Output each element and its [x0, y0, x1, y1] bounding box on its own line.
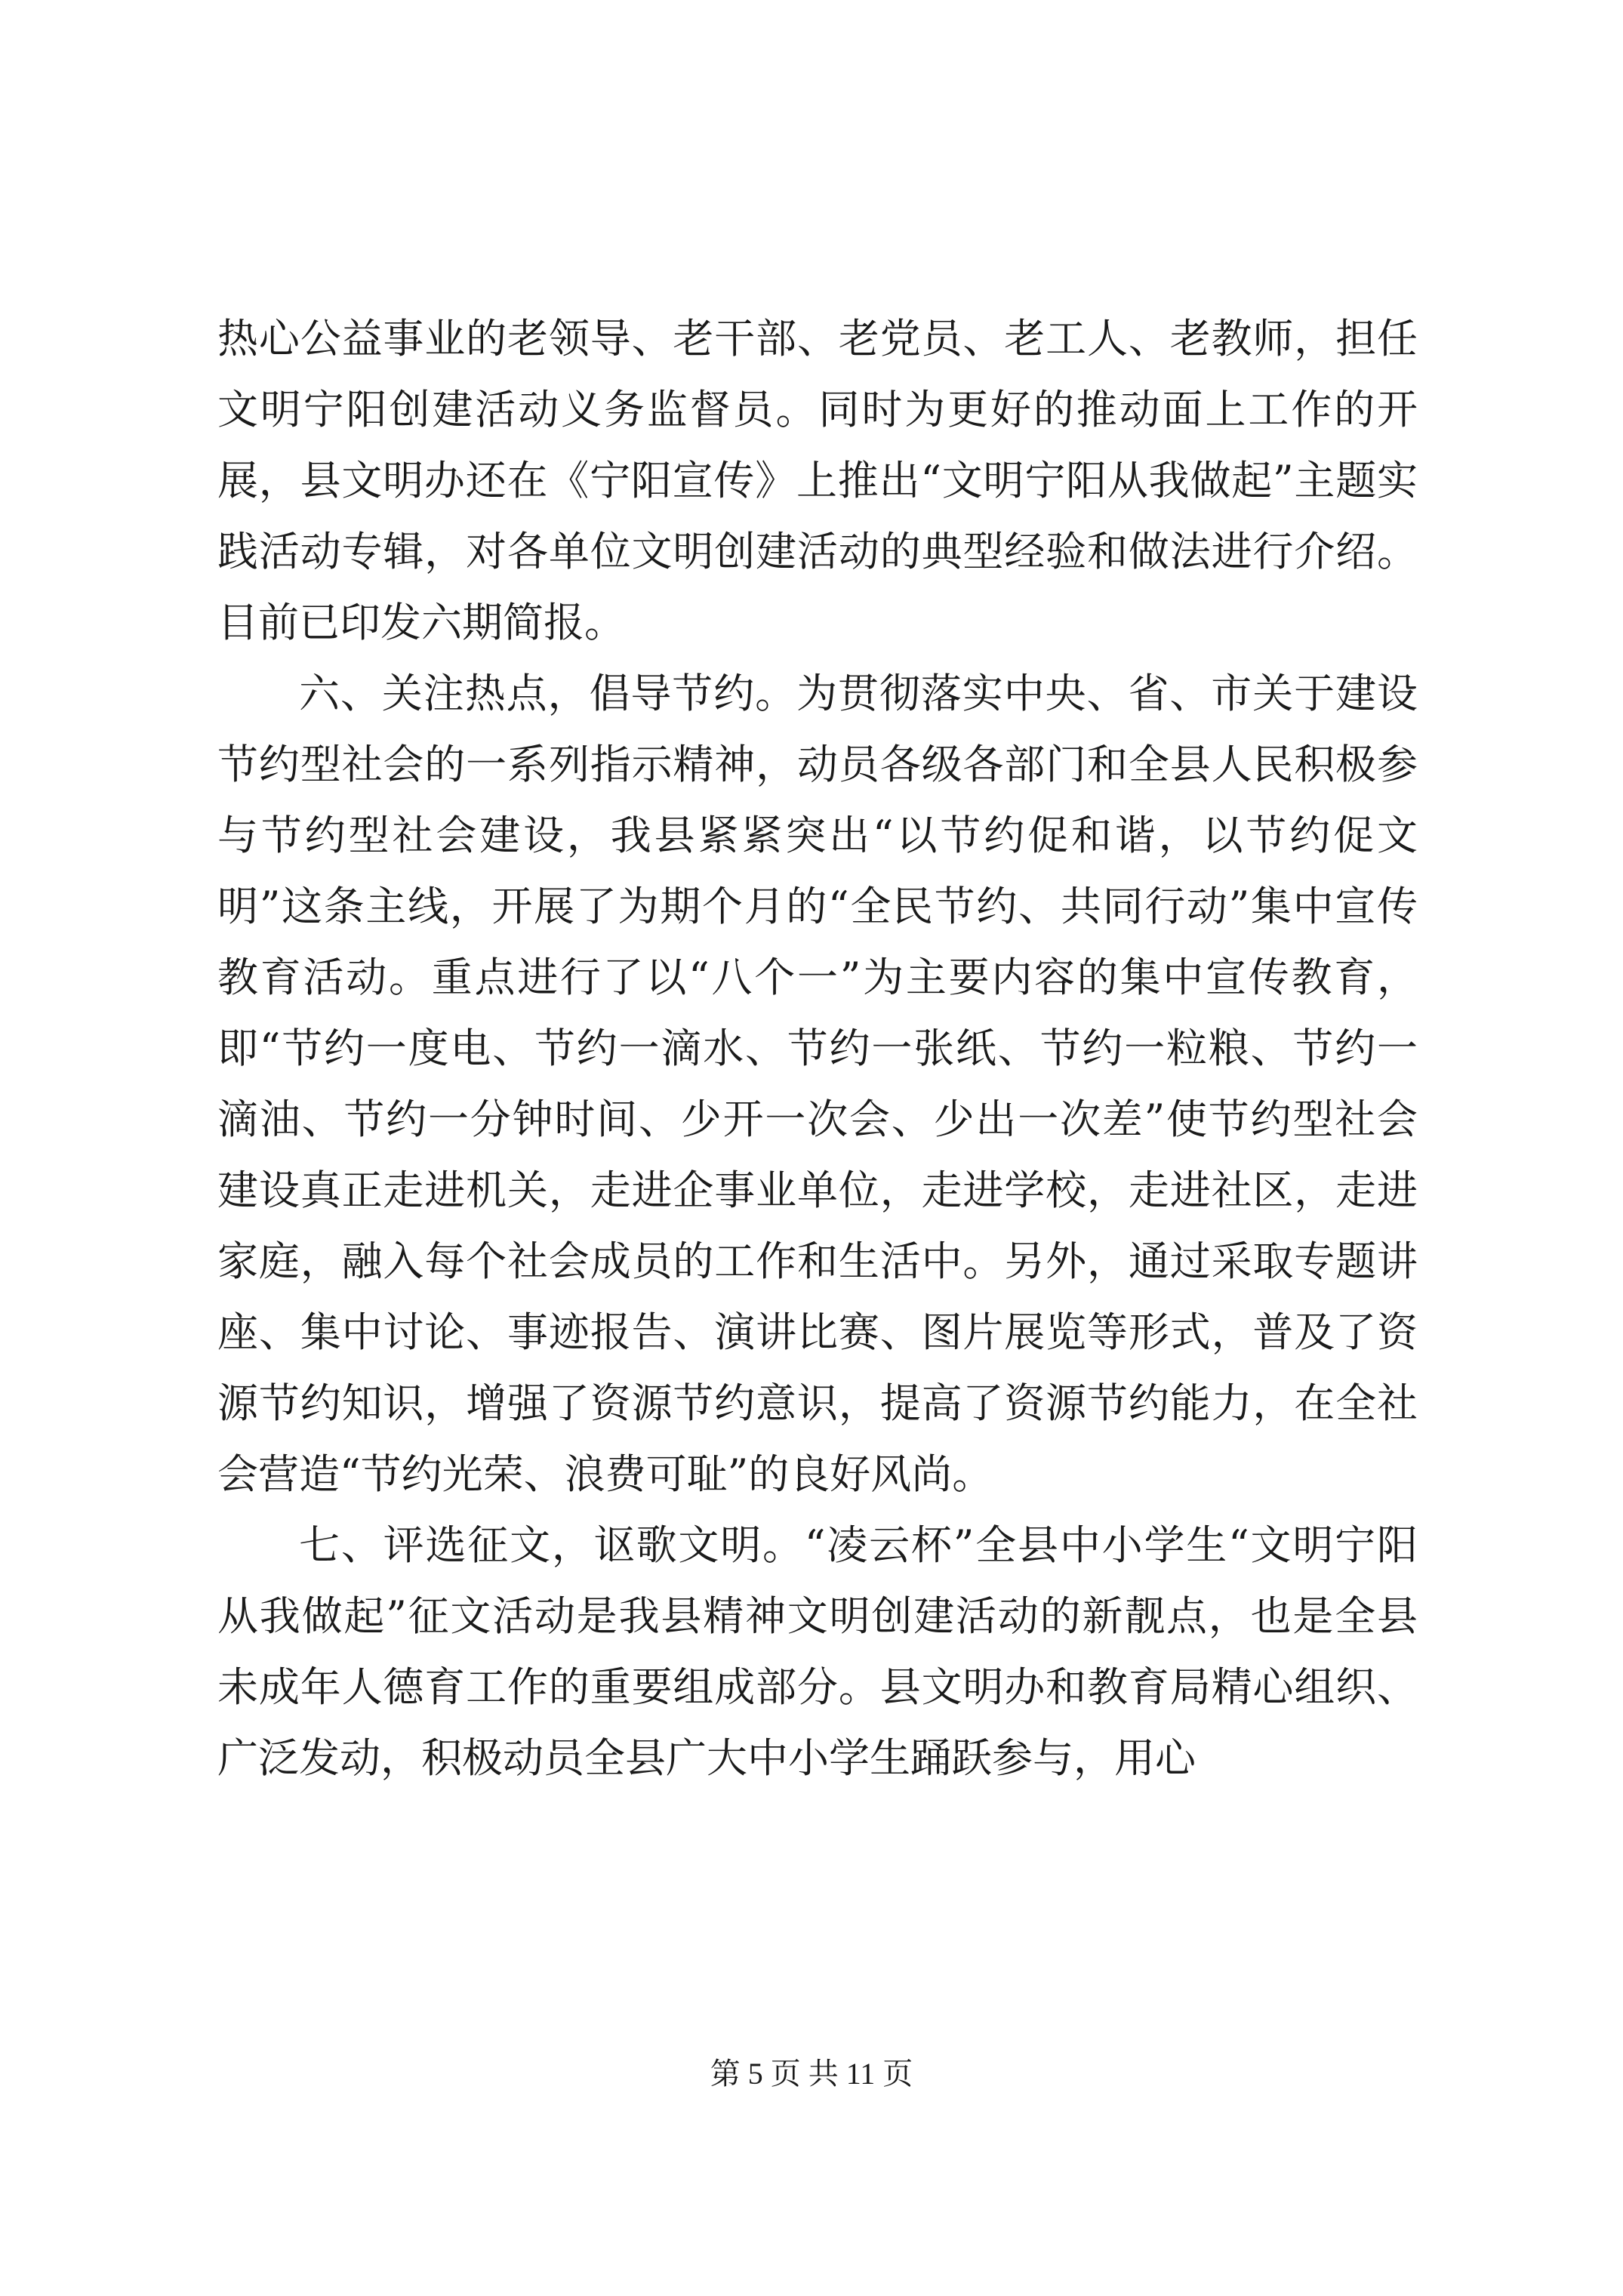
- paragraph-continuation: 热心公益事业的老领导、老干部、老党员、老工人、老教师，担任文明宁阳创建活动义务监督员。同时为更好的推动面上工作的开展，县文明办还在《宁阳宣传》上推出“文明宁阳从我做起”主题实践活动专辑，对各单位文明创建活动的典型经验和做法进行介绍。目前已印发六期简报。: [217, 315, 1418, 646]
- page-number: 第 5 页 共 11 页: [710, 2057, 913, 2091]
- document-body: [217, 304, 1418, 1794]
- page-footer: [0, 2055, 1623, 2093]
- paragraph-section-seven: 七、评选征文，讴歌文明。“凌云杯”全县中小学生“文明宁阳从我做起”征文活动是我县精神文明创建活动的新靓点，也是全县未成年人德育工作的重要组成部分。县文明办和教育局精心组织、广泛发动，积极动员全县广大中小学生踊跃参与，用心: [217, 1521, 1418, 1782]
- paragraph-section-six: 六、关注热点，倡导节约。为贯彻落实中央、省、市关于建设节约型社会的一系列指示精神，动员各级各部门和全县人民积极参与节约型社会建设，我县紧紧突出“以节约促和谐，以节约促文明”这条主线，开展了为期个月的“全民节约、共同行动”集中宣传教育活动。重点进行了以“八个一”为主要内容的集中宣传教育，即“节约一度电、节约一滴水、节约一张纸、节约一粒粮、节约一滴油、节约一分钟时间、少开一次会、少出一次差”使节约型社会建设真正走进机关，走进企事业单位，走进学校，走进社区，走进家庭，融入每个社会成员的工作和生活中。另外，通过采取专题讲座、集中讨论、事迹报告、演讲比赛、图片展览等形式，普及了资源节约知识，增强了资源节约意识，提高了资源节约能力，在全社会营造“节约光荣、浪费可耻”的良好风尚。: [217, 670, 1418, 1498]
